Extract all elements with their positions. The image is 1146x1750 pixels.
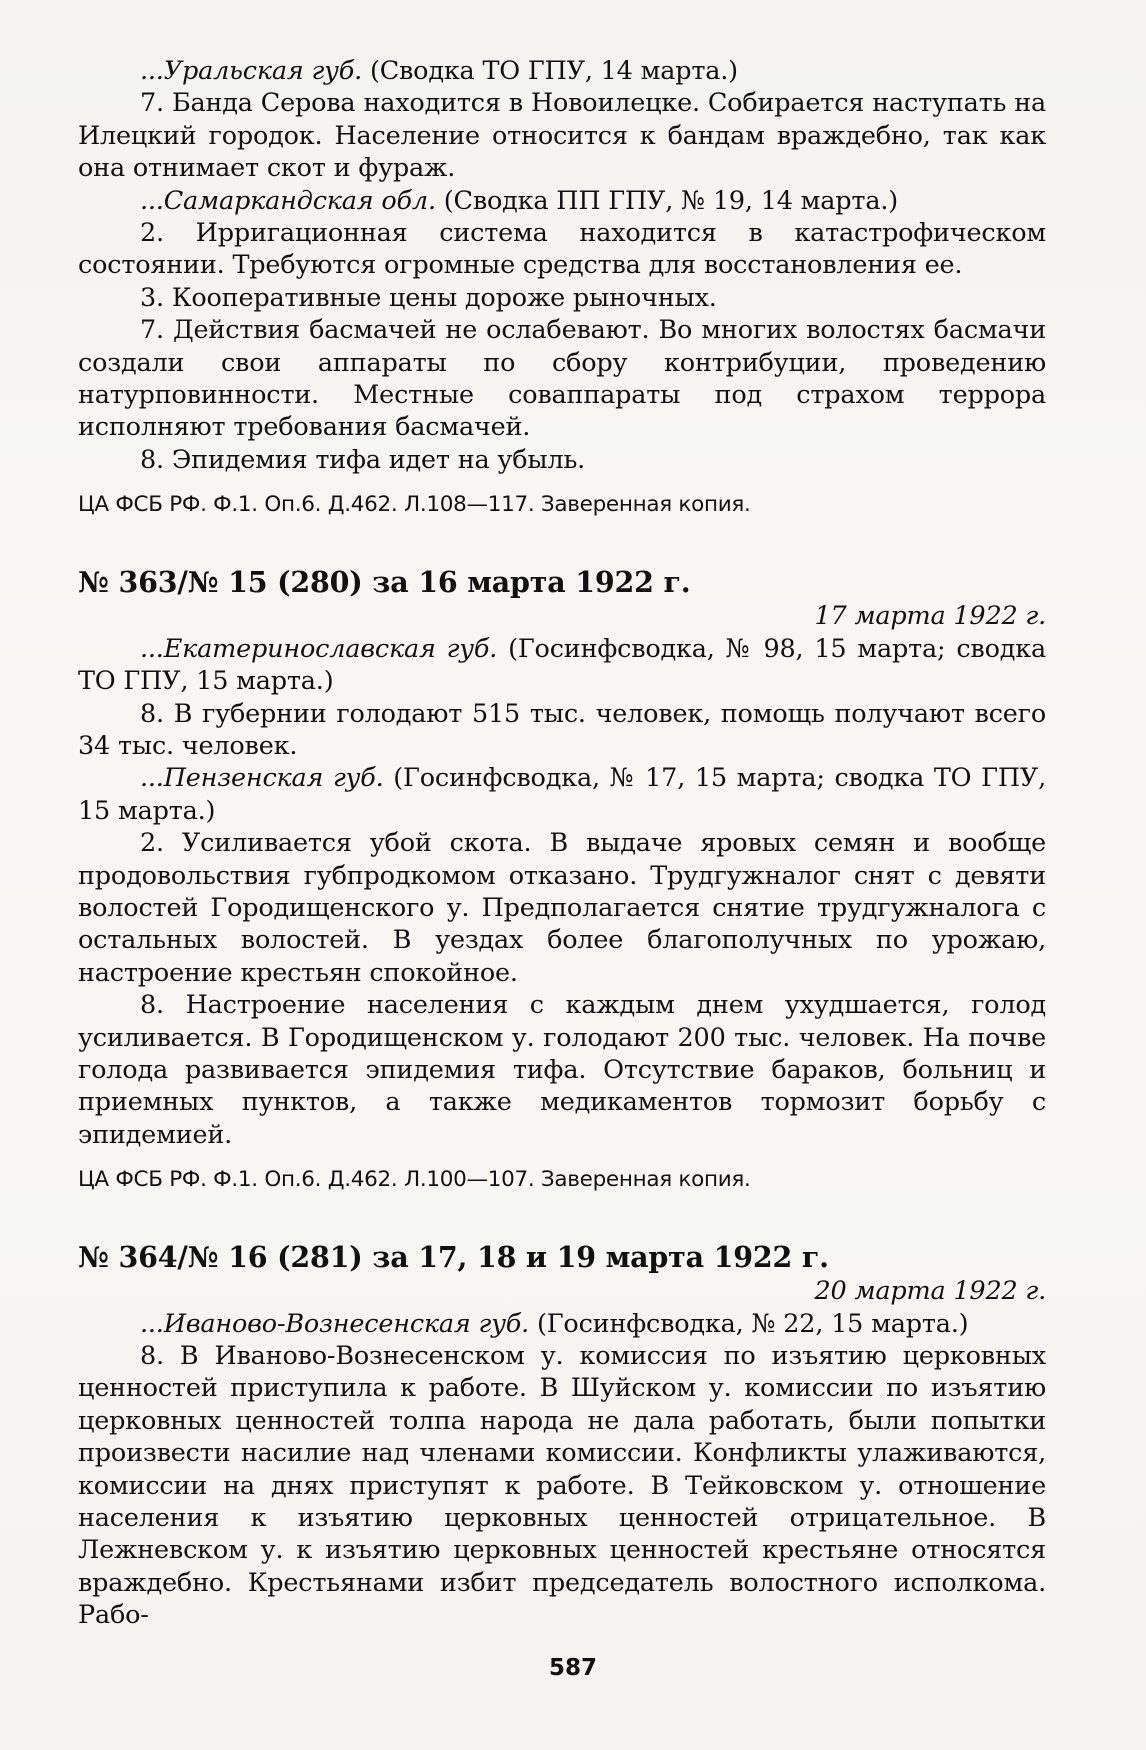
paragraph: 7. Действия басмачей не ослабевают. Во многих волостях басмачи создали свои аппараты по сбору контрибуции, проведению натурповинности. Местные соваппараты под страхом террора исполняют требования басмачей. bbox=[78, 315, 1046, 443]
region-line-ekaterinoslav bbox=[78, 633, 1046, 698]
region-name: ...Екатеринославская губ. bbox=[140, 633, 498, 664]
region-line-penza bbox=[78, 762, 1046, 827]
region-source: (Госинфсводка, № 22, 15 марта.) bbox=[529, 1308, 969, 1339]
region-line-ivanovo bbox=[78, 1308, 1046, 1340]
region-source: (Госинфсводка, № 98, 15 марта; сводка ТО ГПУ, 15 марта.) bbox=[78, 633, 1046, 697]
region-name: ...Самаркандская обл. bbox=[140, 185, 436, 216]
archive-reference: ЦА ФСБ РФ. Ф.1. Оп.6. Д.462. Л.100—107. Заверенная копия. bbox=[78, 1167, 751, 1193]
region-line-samarkand bbox=[78, 185, 1046, 217]
archive-reference: ЦА ФСБ РФ. Ф.1. Оп.6. Д.462. Л.108—117. Заверенная копия. bbox=[78, 492, 751, 518]
paragraph: 8. В Иваново-Вознесенском у. комиссия по изъятию церковных ценностей приступила к работе. В Шуйском у. комиссии по изъятию церковных ценностей толпа народа не дала работать, были попытки произвести насилие над членами комиссии. Конфликты улаживаются, комиссии на днях приступят к работе. В Тейковском у. отношение населения к изъятию церковных ценностей отрицательное. В Лежневском у. к изъятию церковных ценностей крестьяне относятся враждебно. Крестьянами избит председатель волостного исполкома. Рабо- bbox=[78, 1341, 1046, 1631]
paragraph: 8. Настроение населения с каждым днем ухудшается, голод усиливается. В Городищенском у. голодают 200 тыс. человек. На почве голода развивается эпидемия тифа. Отсутствие бараков, больниц и приемных пунктов, а также медикаментов тормозит борьбу с эпидемией. bbox=[78, 990, 1046, 1150]
region-name: ...Уральская губ. bbox=[140, 56, 363, 86]
region-source: (Сводка ПП ГПУ, № 19, 14 марта.) bbox=[435, 185, 898, 216]
region-name: ...Иваново-Вознесенская губ. bbox=[140, 1308, 530, 1339]
region-source: (Сводка ТО ГПУ, 14 марта.) bbox=[362, 56, 738, 86]
paragraph: 3. Кооперативные цены дороже рыночных. bbox=[140, 282, 717, 313]
document-heading: № 363/№ 15 (280) за 16 марта 1922 г. bbox=[78, 565, 691, 600]
document-date: 20 марта 1922 г. bbox=[814, 1276, 1046, 1307]
region-line-uralskaya bbox=[78, 55, 1046, 87]
paragraph: 7. Банда Серова находится в Новоилецке. Собирается наступать на Илецкий городок. Население относится к бандам враждебно, так как она отнимает скот и фураж. bbox=[78, 88, 1046, 184]
document-date: 17 марта 1922 г. bbox=[814, 601, 1046, 632]
region-source: (Госинфсводка, № 17, 15 марта; сводка ТО ГПУ, 15 марта.) bbox=[78, 763, 1046, 826]
page-number: 587 bbox=[548, 1655, 597, 1681]
region-name: ...Пензенская губ. bbox=[140, 763, 384, 794]
document-heading: № 364/№ 16 (281) за 17, 18 и 19 марта 1922 г. bbox=[78, 1240, 829, 1275]
paragraph: 2. Усиливается убой скота. В выдаче яровых семян и вообще продовольствия губпродкомом отказано. Трудгужналог снят с девяти волостей Городищенского у. Предполагается снятие трудгужналога с остальных волостей. В уездах более благополучных по урожаю, настроение крестьян спокойное. bbox=[78, 828, 1046, 988]
paragraph: 8. В губернии голодают 515 тыс. человек, помощь получают всего 34 тыс. человек. bbox=[78, 698, 1046, 761]
paragraph: 8. Эпидемия тифа идет на убыль. bbox=[140, 444, 586, 475]
paragraph: 2. Ирригационная система находится в катастрофическом состоянии. Требуются огромные средства для восстановления ее. bbox=[78, 218, 1046, 281]
page-content bbox=[78, 55, 1046, 1632]
